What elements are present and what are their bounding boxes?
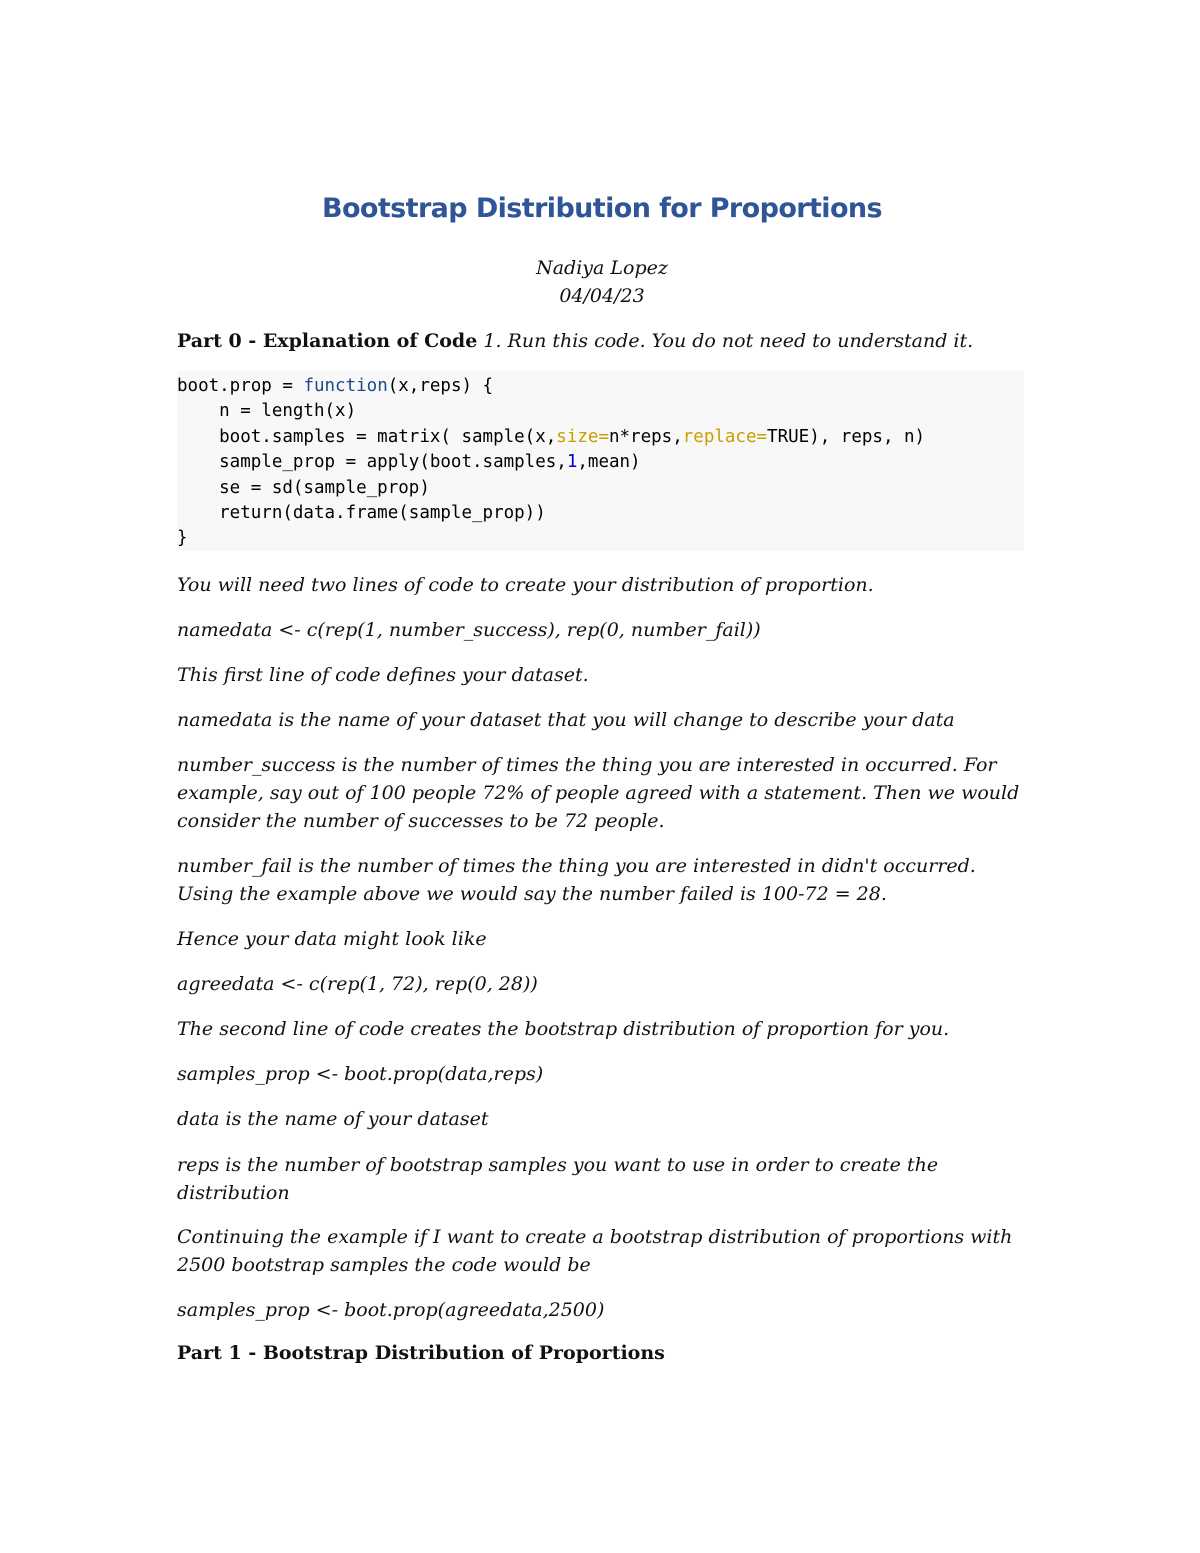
paragraph: Continuing the example if I want to create a bootstrap distribution of proportions with 2500 bootstrap samples the code would be [177,1226,1013,1276]
paragraph: number_success is the number of times the thing you are interested in occurred. For example, say out of 100 people 72% of people agreed with a statement. Then we would consider the number of successes to be 72 people. [177,754,1020,832]
paragraph: number_fail is the number of times the thing you are interested in didn't occurred. Using the example above we would say the number failed is 100-72 = 28. [177,855,976,905]
code-argument: replace= [682,426,768,447]
code-text: ,mean) [577,452,641,473]
code-block [177,371,1024,551]
paragraph: This first line of code defines your dataset. [177,664,589,686]
code-keyword: function [303,376,388,396]
code-argument: size= [556,426,609,447]
code-text: boot.samples = matrix( sample(x, [177,426,557,447]
paragraph: namedata is the name of your dataset that you will change to describe your data [177,709,955,731]
code-line-3 [177,427,925,447]
code-line-7: } [177,528,188,549]
code-number: 1 [566,452,578,473]
paragraph: reps is the number of bootstrap samples you want to use in order to create the distribution [177,1154,939,1204]
code-line-2: n = length(x) [177,401,357,422]
part0-heading: Part 0 - Explanation of Code [177,330,478,352]
document-title: Bootstrap Distribution for Proportions [322,193,882,224]
code-text: sample_prop = apply(boot.samples, [177,452,567,473]
paragraph: You will need two lines of code to create your distribution of proportion. [177,574,874,596]
author-name: Nadiya Lopez [536,257,668,279]
code-text: n*reps, [608,426,683,447]
code-text: boot.prop = [177,376,304,396]
code-line-4 [177,452,641,472]
code-line-6: return(data.frame(sample_prop)) [177,503,546,524]
code-text: TRUE), reps, n) [767,426,926,447]
part1-heading: Part 1 - Bootstrap Distribution of Proportions [177,1342,665,1364]
part0-instruction: 1. Run this code. You do not need to understand it. [483,330,974,352]
code-text: (x,reps) { [387,376,494,396]
paragraph: Hence your data might look like [177,928,487,950]
paragraph: agreedata <- c(rep(1, 72), rep(0, 28)) [177,973,538,995]
paragraph: The second line of code creates the bootstrap distribution of proportion for you. [177,1018,950,1040]
paragraph: data is the name of your dataset [177,1108,489,1130]
paragraph: samples_prop <- boot.prop(agreedata,2500) [177,1299,605,1321]
part0-line [177,330,973,352]
code-line-1 [177,376,493,396]
code-line-5: se = sd(sample_prop) [177,477,430,498]
document-date: 04/04/23 [559,285,645,307]
paragraph: namedata <- c(rep(1, number_success), rep(0, number_fail)) [177,619,761,641]
paragraph: samples_prop <- boot.prop(data,reps) [177,1063,544,1085]
